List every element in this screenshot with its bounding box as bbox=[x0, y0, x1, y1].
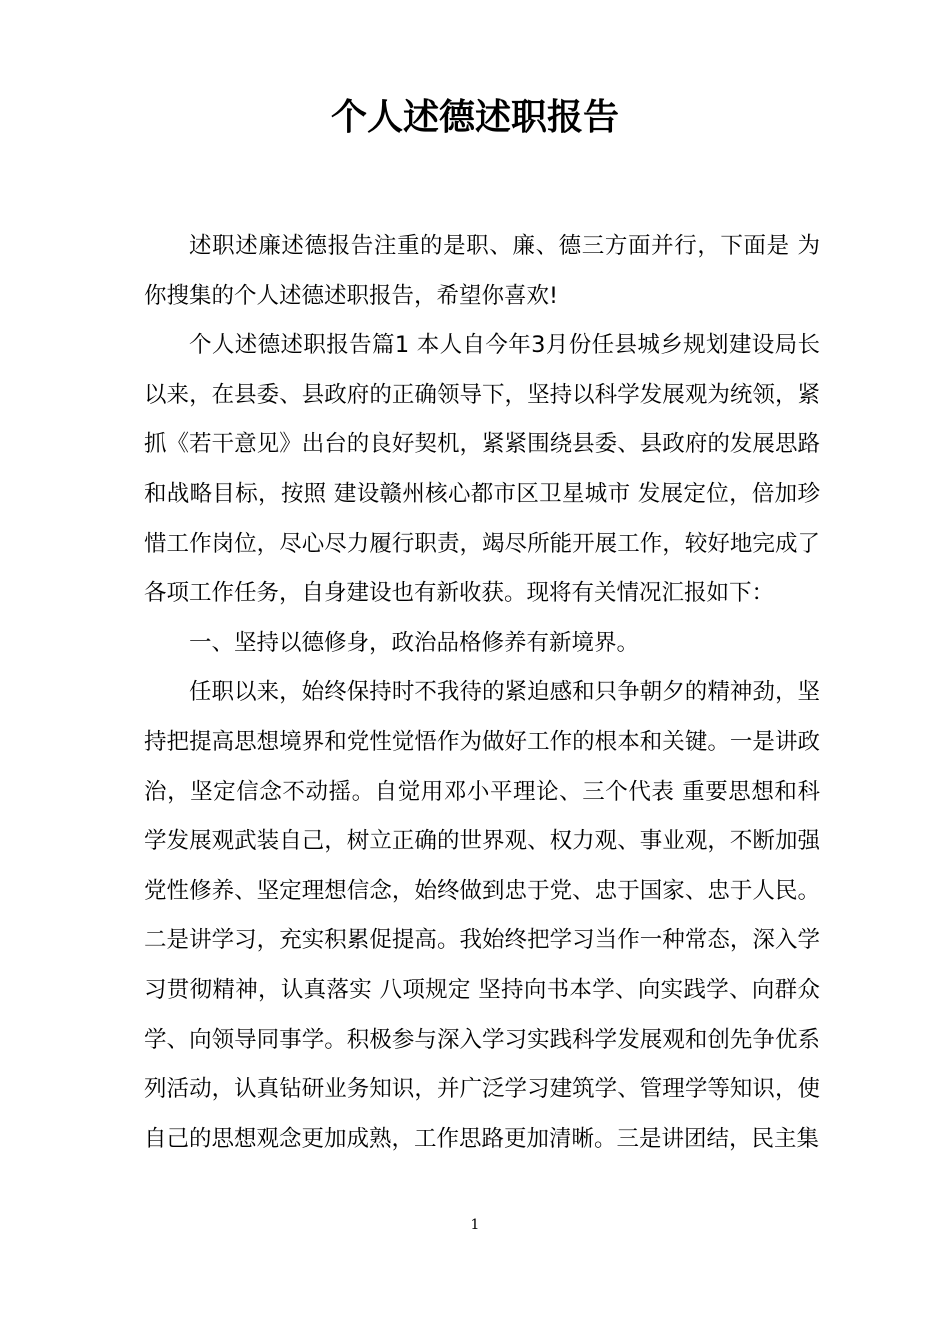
paragraph-section-1: 任职以来，始终保持时不我待的紧迫感和只争朝夕的精神劲，坚持把提高思想境界和党性觉悟作为做好工作的根本和关键。一是讲政治，坚定信念不动摇。自觉用邓小平理论、三个代表 重要思想和科学发展观武装自己，树立正确的世界观、权力观、事业观，不断加强党性修养、坚定理想信念，始终做到忠于党、忠于国家、忠于人民。二是讲学习，充实积累促提高。我始终把学习当作一种常态，深入学习贯彻精神，认真落实 八项规定 坚持向书本学、向实践学、向群众学、向领导同事学。积极参与深入学习实践科学发展观和创先争优系列活动，认真钻研业务知识，并广泛学习建筑学、管理学等知识，使自己的思想观念更加成熟，工作思路更加清晰。三是讲团结，民主集 bbox=[144, 679, 820, 1152]
page-number: 1 bbox=[470, 1217, 480, 1233]
document-title: 个人述德述职报告 bbox=[330, 97, 619, 138]
paragraph-report-opening: 个人述德述职报告篇1 本人自今年3月份任县城乡规划建设局长以来，在县委、县政府的正确领导下，坚持以科学发展观为统领，紧抓《若干意见》出台的良好契机，紧紧围绕县委、县政府的发展思路和战略目标，按照 建设赣州核心都市区卫星城市 发展定位，倍加珍惜工作岗位，尽心尽力履行职责，竭尽所能开展工作，较好地完成了各项工作任务，自身建设也有新收获。现将有关情况汇报如下： bbox=[144, 332, 820, 607]
section-heading-1: 一、坚持以德修身，政治品格修养有新境界。 bbox=[189, 629, 640, 656]
document-body bbox=[144, 222, 820, 1164]
paragraph-intro: 述职述廉述德报告注重的是职、廉、德三方面并行，下面是 为你搜集的个人述德述职报告，希望你喜欢! bbox=[144, 233, 820, 309]
